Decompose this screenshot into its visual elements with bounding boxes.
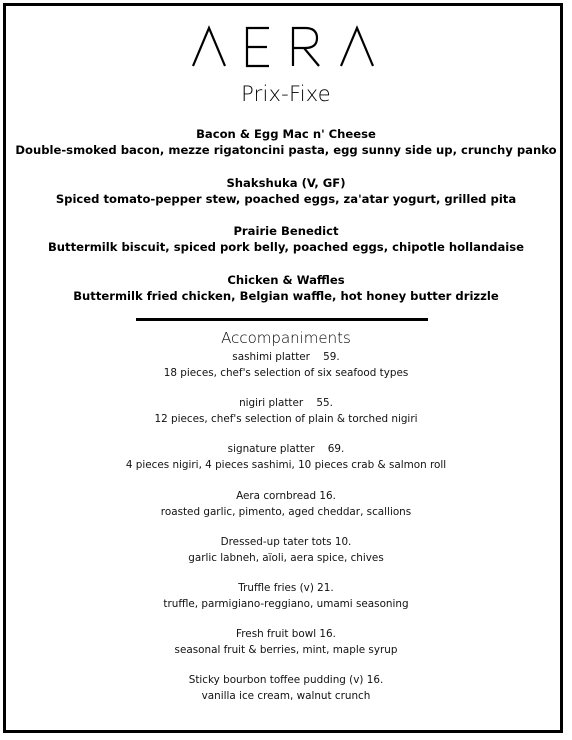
accompaniment-description: seasonal fruit & berries, mint, maple syrup xyxy=(174,644,398,657)
main-item-description: Double-smoked bacon, mezze rigatoncini pasta, egg sunny side up, crunchy panko xyxy=(15,143,557,157)
accompaniment-description: truffle, parmigiano-reggiano, umami seasoning xyxy=(163,597,409,610)
accompaniments-list xyxy=(0,349,572,719)
main-item-description: Buttermilk biscuit, spiced pork belly, poached eggs, chipotle hollandaise xyxy=(47,240,525,254)
accompaniment-name: nigiri platter 55. xyxy=(239,397,333,410)
list-item xyxy=(0,626,572,672)
accompaniment-description: vanilla ice cream, walnut crunch xyxy=(201,690,371,703)
accompaniment-name: Sticky bourbon toffee pudding (v) 16. xyxy=(188,674,384,687)
accompaniment-description: 4 pieces nigiri, 4 pieces sashimi, 10 pieces crab & salmon roll xyxy=(125,459,447,472)
accompaniment-name: Truffle fries (v) 21. xyxy=(238,581,334,594)
accompaniment-description: 12 pieces, chef's selection of plain & torched nigiri xyxy=(154,413,418,426)
accompaniment-name: Aera cornbread 16. xyxy=(236,489,336,502)
accompaniment-description: 18 pieces, chef's selection of six seafood types xyxy=(163,367,409,379)
list-item xyxy=(0,441,572,487)
accompaniment-description: garlic labneh, aïoli, aera spice, chives xyxy=(188,551,384,564)
list-item xyxy=(0,534,572,580)
main-item xyxy=(0,272,572,321)
list-item xyxy=(0,395,572,441)
list-item xyxy=(0,488,572,534)
main-item-name: Prairie Benedict xyxy=(233,224,339,238)
main-item xyxy=(0,126,572,175)
aera-logo xyxy=(0,22,572,72)
accompaniment-name: Dressed-up tater tots 10. xyxy=(220,535,352,548)
section-divider xyxy=(136,318,428,321)
list-item xyxy=(0,672,572,718)
main-item-description: Spiced tomato-pepper stew, poached eggs, za'atar yogurt, grilled pita xyxy=(55,191,517,206)
menu-subtitle: Prix-Fixe xyxy=(241,82,331,106)
main-item-description: Buttermilk fried chicken, Belgian waffle, hot honey butter drizzle xyxy=(73,288,499,303)
accompaniment-description: roasted garlic, pimento, aged cheddar, scallions xyxy=(160,505,412,518)
main-item-name: Bacon & Egg Mac n' Cheese xyxy=(196,127,376,141)
main-items-list xyxy=(0,126,572,320)
accompaniment-name: Fresh fruit bowl 16. xyxy=(236,628,336,641)
main-item xyxy=(0,175,572,224)
main-item-name: Shakshuka (V, GF) xyxy=(226,175,346,190)
accompaniment-name: signature platter 69. xyxy=(227,443,345,456)
accompaniments-heading: Accompaniments xyxy=(221,329,351,347)
aera-logo-mark xyxy=(191,22,381,72)
accompaniment-name: sashimi platter 59. xyxy=(232,351,340,363)
list-item xyxy=(0,349,572,395)
main-item-name: Chicken & Waffles xyxy=(227,272,345,287)
list-item xyxy=(0,580,572,626)
main-item xyxy=(0,223,572,272)
